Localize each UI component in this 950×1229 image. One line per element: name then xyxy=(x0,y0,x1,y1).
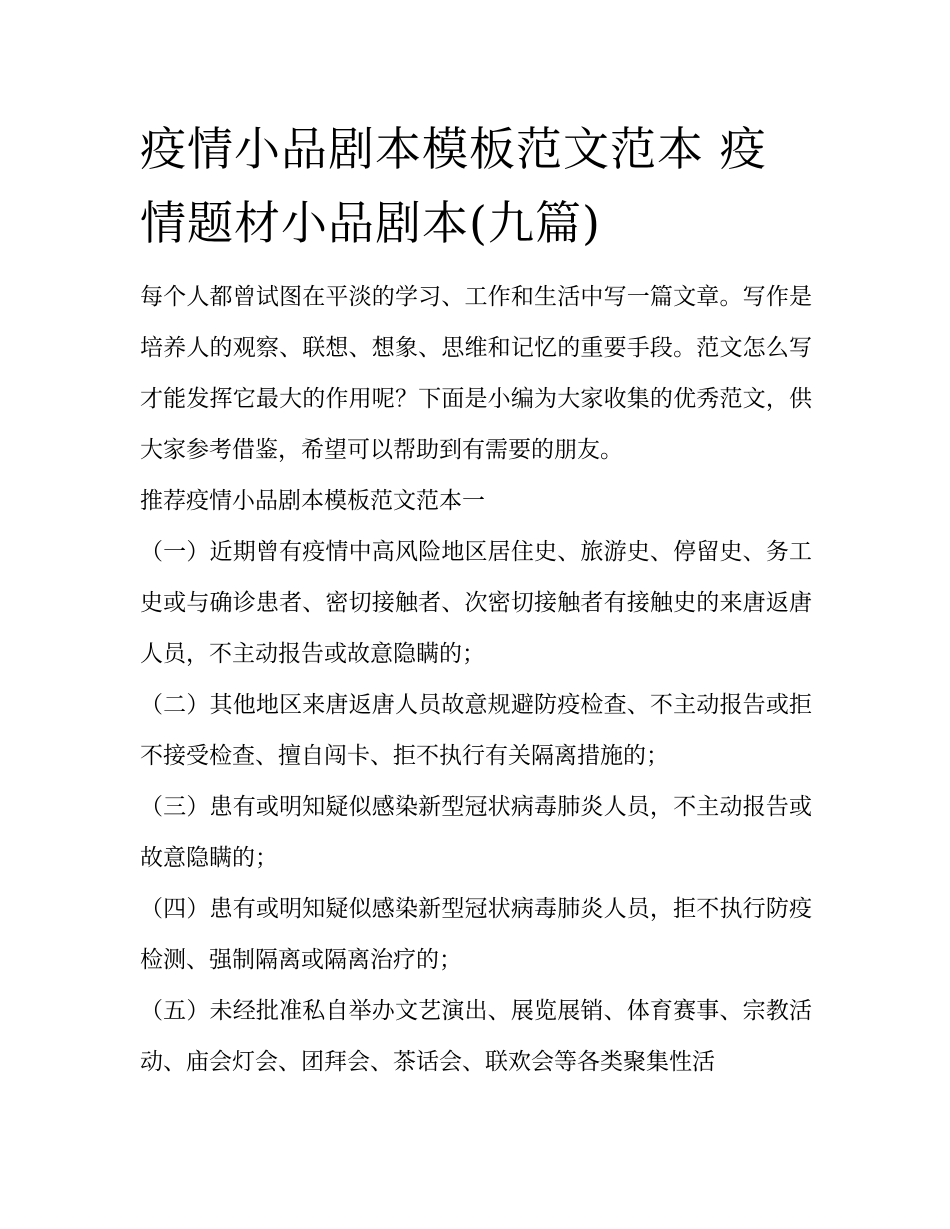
document-page xyxy=(140,112,812,1088)
list-item-5: （五）未经批准私自举办文艺演出、展览展销、体育赛事、宗教活动、庙会灯会、团拜会、茶话会、联欢会等各类聚集性活 xyxy=(140,998,812,1075)
list-item-3: （三）患有或明知疑似感染新型冠状病毒肺炎人员，不主动报告或故意隐瞒的； xyxy=(140,794,812,871)
section-heading: 推荐疫情小品剧本模板范文范本一 xyxy=(140,488,485,514)
document-title: 疫情小品剧本模板范文范本 疫情题材小品剧本(九篇) xyxy=(140,122,767,250)
list-item-2: （二）其他地区来唐返唐人员故意规避防疫检查、不主动报告或拒不接受检查、擅自闯卡、拒不执行有关隔离措施的； xyxy=(140,692,812,769)
intro-paragraph: 每个人都曾试图在平淡的学习、工作和生活中写一篇文章。写作是培养人的观察、联想、想象、思维和记忆的重要手段。范文怎么写才能发挥它最大的作用呢？下面是小编为大家收集的优秀范文，供大家参考借鉴，希望可以帮助到有需要的朋友。 xyxy=(140,284,812,463)
list-item-4: （四）患有或明知疑似感染新型冠状病毒肺炎人员，拒不执行防疫检测、强制隔离或隔离治疗的； xyxy=(140,896,812,973)
document-body xyxy=(140,272,812,1088)
list-item-1: （一）近期曾有疫情中高风险地区居住史、旅游史、停留史、务工史或与确诊患者、密切接触者、次密切接触者有接触史的来唐返唐人员，不主动报告或故意隐瞒的； xyxy=(140,539,812,667)
